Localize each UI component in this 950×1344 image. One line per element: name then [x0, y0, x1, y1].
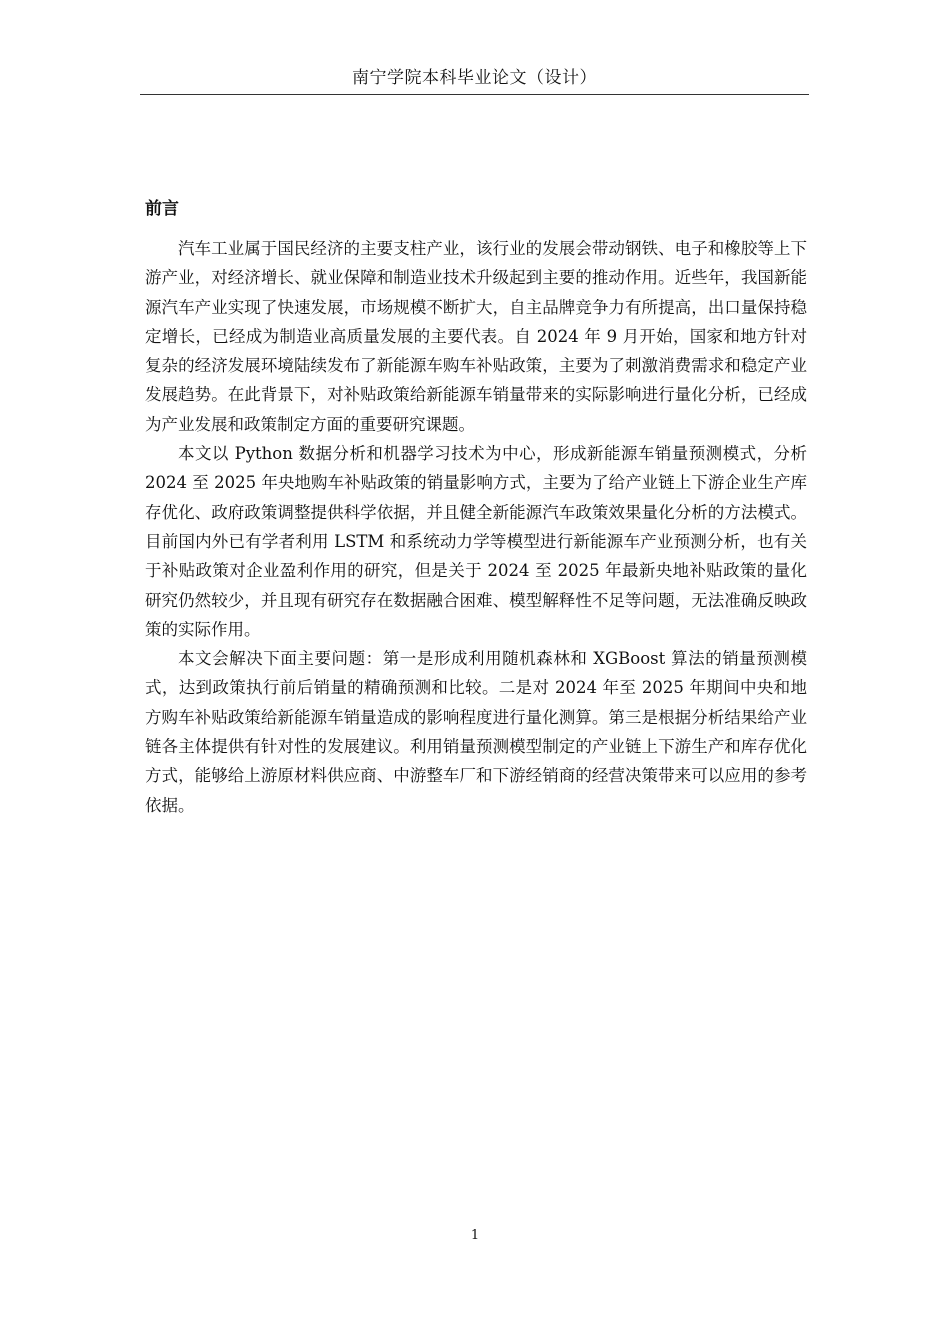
header-title: 南宁学院本科毕业论文（设计）: [352, 68, 597, 88]
main-content: [145, 194, 807, 820]
paragraph-background: 汽车工业属于国民经济的主要支柱产业，该行业的发展会带动钢铁、电子和橡胶等上下游产业，对经济增长、就业保障和制造业技术升级起到主要的推动作用。近些年，我国新能源汽车产业实现了快速发展，市场规模不断扩大，自主品牌竞争力有所提高，出口量保持稳定增长，已经成为制造业高质量发展的主要代表。自 2024 年 9 月开始，国家和地方针对复杂的经济发展环境陆续发布了新能源车购车补贴政策，主要为了刺激消费需求和稳定产业发展趋势。在此背景下，对补贴政策给新能源车销量带来的实际影响进行量化分析，已经成为产业发展和政策制定方面的重要研究课题。: [145, 239, 807, 434]
paragraph-objectives: 本文以 Python 数据分析和机器学习技术为中心，形成新能源车销量预测模式，分析 2024 至 2025 年央地购车补贴政策的销量影响方式，主要为了给产业链上下游企业生产库存优化、政府政策调整提供科学依据，并且健全新能源汽车政策效果量化分析的方法模式。目前国内外已有学者利用 LSTM 和系统动力学等模型进行新能源车产业预测分析，也有关于补贴政策对企业盈利作用的研究，但是关于 2024 至 2025 年最新央地补贴政策的量化研究仍然较少，并且现有研究存在数据融合困难、模型解释性不足等问题，无法准确反映政策的实际作用。: [145, 444, 807, 639]
page-header: [140, 62, 809, 95]
paragraph-research-questions: 本文会解决下面主要问题：第一是形成利用随机森林和 XGBoost 算法的销量预测模式，达到政策执行前后销量的精确预测和比较。二是对 2024 年至 2025 年期间中央和地方购车补贴政策给新能源车销量造成的影响程度进行量化测算。第三是根据分析结果给产业链各主体提供有针对性的发展建议。利用销量预测模型制定的产业链上下游生产和库存优化方式，能够给上游原材料供应商、中游整车厂和下游经销商的经营决策带来可以应用的参考依据。: [145, 649, 807, 815]
section-heading: 前言: [145, 199, 179, 219]
heading-spacer: [145, 224, 807, 234]
page-number: 1: [470, 1228, 480, 1243]
